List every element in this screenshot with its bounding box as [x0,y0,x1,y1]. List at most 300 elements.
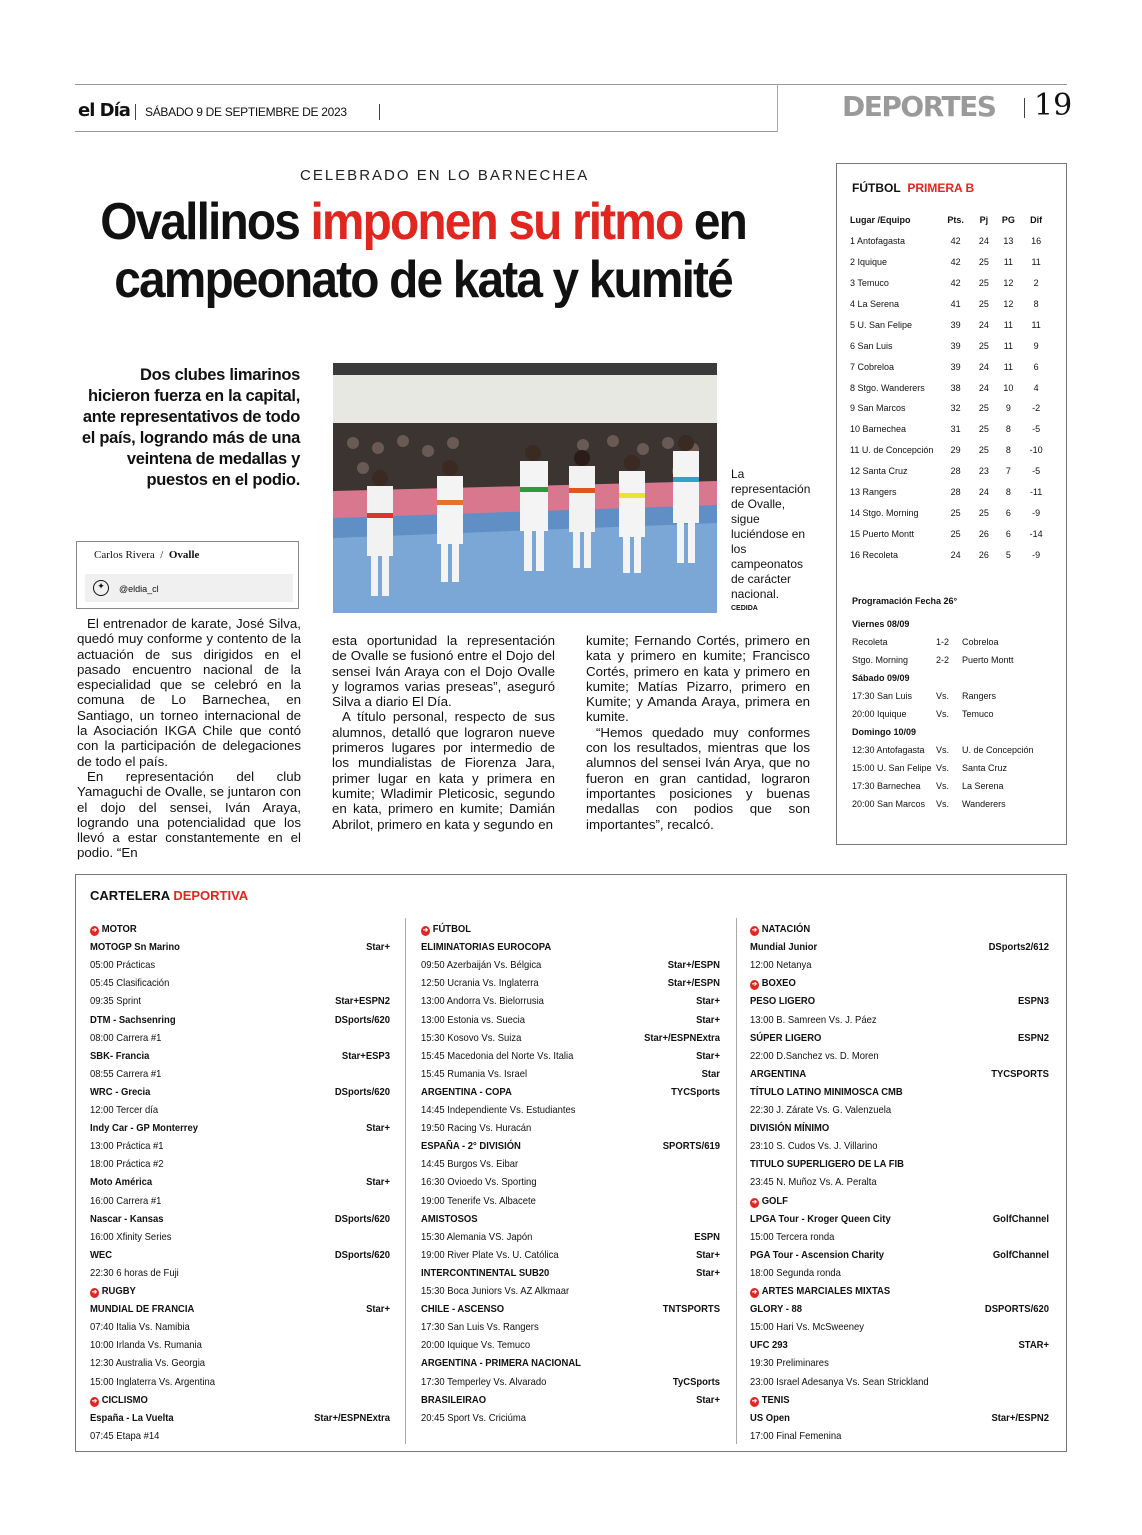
cartelera-event: AMISTOSOS [421,1212,478,1225]
standings-cell: 24 [950,549,961,560]
cartelera-item: 20:45 Sport Vs. Criciúma [421,1411,527,1424]
article-photo [333,363,717,613]
standings-row [850,335,1050,356]
title-highlight: imponen su ritmo [310,193,683,251]
cartelera-title [90,888,248,903]
cartelera-item: 16:00 Carrera #1 [90,1194,162,1207]
programming-match-cell: Temuco [962,709,994,719]
header-separator [135,104,136,120]
standings-cell: 6 [1005,528,1011,539]
standings-row [850,252,1050,273]
cartelera-channel: DSports/620 [334,1248,390,1261]
cartelera-channel: DSPORTS/620 [984,1303,1049,1316]
programming-day [852,619,1052,637]
cartelera-channel: SPORTS/619 [662,1140,720,1153]
cartelera-channel: TNTSPORTS [662,1303,720,1316]
standings-cell: 42 [950,278,961,289]
cartelera-event: ARGENTINA - COPA [421,1085,512,1098]
standings-column-header: PG [1001,215,1015,226]
standings-cell: -14 [1029,528,1043,539]
cartelera-item: 13:00 B. Samreen Vs. J. Páez [750,1013,877,1026]
programming-match [852,763,1052,781]
cartelera-event: ESPAÑA - 2° DIVISIÓN [421,1140,521,1153]
standings-cell: 6 [1005,507,1011,518]
cartelera-item: 15:45 Rumania Vs. Israel [421,1067,528,1080]
standings-cell: 25 [950,507,961,518]
cartelera-item: 05:45 Clasificación [90,977,170,990]
standings-cell: 31 [950,424,961,435]
programming-match-cell: 17:30 Barnechea [852,781,921,791]
standings-cell: 10 Barnechea [850,424,907,435]
cartelera-section [750,974,796,992]
cartelera-item: 18:00 Segunda ronda [750,1266,841,1279]
programming-day-label: Viernes 08/09 [852,619,910,629]
cartelera-event: SÚPER LIGERO [750,1031,822,1044]
standings-cell: -5 [1032,466,1041,477]
cartelera-item: 22:30 6 horas de Fuji [90,1266,179,1279]
standings-cell: 11 [1003,319,1014,330]
cartelera-section-label: NATACIÓN [761,923,811,935]
arrow-right-icon: ➔ [751,1397,758,1405]
programming-match-cell: U. de Concepción [962,745,1034,755]
cartelera-item: 17:30 Temperley Vs. Alvarado [421,1375,547,1388]
standings-row [850,440,1050,461]
page-number: 19 [1034,88,1073,123]
programming-day-label: Domingo 10/09 [852,727,917,737]
standings-cell: 11 [1003,361,1014,372]
standings-cell: 42 [950,257,961,268]
byline: Carlos Rivera / Ovalle [94,549,200,561]
programming-match-cell: Recoleta [852,637,888,647]
article-kicker: CELEBRADO EN LO BARNECHEA [300,167,590,184]
cartelera-item: 19:00 Tenerife Vs. Albacete [421,1194,536,1207]
programming-match-cell: 15:00 U. San Felipe [852,763,932,773]
cartelera-event: PGA Tour - Ascension Charity [750,1248,885,1261]
standings-cell: 1 Antofagasta [850,236,906,247]
cartelera-channel: TyCSports [672,1375,720,1388]
standings-cell: 13 Rangers [850,487,897,498]
cartelera-event: PESO LIGERO [750,995,816,1008]
standings-row [850,461,1050,482]
standings-cell: -9 [1032,507,1041,518]
cartelera-channel: Star+ESPN2 [335,995,390,1008]
cartelera-channel: ESPN3 [1018,995,1049,1008]
body-column-1 [77,616,301,861]
cartelera-item: 20:00 Iquique Vs. Temuco [421,1339,531,1352]
article-deck: Dos clubes limarinos hicieron fuerza en la capital, ante representativos de todo el país, logrando más de una veintena de medallas y puestos en el podio. [81,366,300,489]
programming-match [852,781,1052,799]
programming-match [852,745,1052,763]
programming-day [852,673,1052,691]
standings-cell: 11 U. de Concepción [850,445,934,456]
standings-cell: 6 San Luis [850,340,893,351]
cartelera-item: 15:00 Inglaterra Vs. Argentina [90,1375,216,1388]
cartelera-channel: ESPN2 [1018,1031,1049,1044]
standings-column-header: Pts. [947,215,964,226]
standings-cell: 9 [1033,340,1039,351]
cartelera-section [750,1192,788,1210]
cartelera-item: 16:30 Ovioedo Vs. Sporting [421,1176,537,1189]
standings-title-highlight: PRIMERA B [907,181,975,195]
body-paragraph: kumite; Fernando Cortés, primero en kata y primero en kumite; Francisco Cortés, primero en kata y primero en kumite; Matías Pizarro, primero en Kumite; y Amanda Araya, primera en kumite. [586,633,810,725]
cartelera-item: 16:00 Xfinity Series [90,1230,172,1243]
standings-cell: 8 [1033,299,1039,309]
programming-match-cell: 2-2 [936,655,950,665]
cartelera-channel: Star+ESP3 [341,1049,390,1062]
standings-cell: -5 [1032,424,1041,435]
cartelera-event: ARGENTINA [750,1067,807,1080]
brand-logo: el Día [78,100,130,121]
cartelera-item: 19:30 Preliminares [750,1357,829,1370]
cartelera-event: TITULO SUPERLIGERO DE LA FIB [750,1158,905,1171]
cartelera-item: 18:00 Práctica #2 [90,1158,164,1171]
arrow-right-icon: ➔ [751,1198,758,1206]
cartelera-channel: Star+ [696,1013,720,1026]
cartelera-channel: GolfChannel [992,1212,1049,1225]
standings-row [850,356,1050,377]
body-column-2 [332,633,555,832]
standings-cell: 25 [978,403,989,414]
standings-cell: 32 [950,403,961,414]
standings-cell: 25 [978,507,989,518]
cartelera-channel: Star+ [366,1303,390,1316]
cartelera-item: 14:45 Independiente Vs. Estudiantes [421,1104,576,1116]
programming-title: Programación Fecha 26° [852,596,958,606]
cartelera-channel: DSports/620 [334,1085,390,1098]
programming-match-cell: Cobreloa [962,637,999,647]
cartelera-section [750,1282,890,1300]
cartelera-channel: Star+ [366,941,390,954]
cartelera-section-label: CICLISMO [101,1393,148,1406]
cartelera-divider [405,918,406,1444]
standings-cell: 12 [1003,299,1014,309]
standings-cell: 10 [1003,382,1014,393]
standings-cell: 26 [978,528,989,539]
standings-cell: 9 San Marcos [850,403,906,414]
standings-row [850,523,1050,544]
cartelera-channel: GolfChannel [992,1248,1049,1261]
cartelera-item: 15:30 Alemania VS. Japón [421,1230,533,1243]
cartelera-channel: DSports/620 [334,1212,390,1225]
standings-cell: 25 [978,445,989,456]
cartelera-item: 09:35 Sprint [90,995,141,1008]
cartelera-channel: Star [701,1067,720,1080]
standings-cell: 25 [950,528,961,539]
cartelera-item: 13:00 Andorra Vs. Bielorrusia [421,995,544,1008]
cartelera-event: UFC 293 [750,1339,788,1352]
cartelera-event: Mundial Junior [750,941,818,954]
standings-cell: -10 [1029,445,1043,456]
programming-day-label: Sábado 09/09 [852,673,910,683]
cartelera-event: LPGA Tour - Kroger Queen City [750,1212,891,1225]
standings-cell: 28 [950,487,961,498]
standings-row [850,502,1050,523]
standings-cell: 24 [978,361,989,372]
header-separator [1024,98,1025,118]
programming-match-cell: Vs. [936,709,950,719]
standings-cell: 39 [950,361,961,372]
author-name: Carlos Rivera [94,549,155,561]
cartelera-event: Moto América [90,1176,153,1189]
cartelera-item: 08:55 Carrera #1 [90,1067,162,1080]
cartelera-item: 15:45 Macedonia del Norte Vs. Italia [421,1049,574,1062]
programming-match-cell: Vs. [936,799,950,809]
cartelera-section-label: TENIS [761,1393,790,1406]
standings-cell: 25 [978,424,989,435]
programming-match-cell: Vs. [936,763,950,773]
cartelera-item: 23:45 N. Muñoz Vs. A. Peralta [750,1176,877,1189]
cartelera-channel: Star+ [366,1176,390,1189]
standings-cell: 2 Iquique [850,257,888,268]
standings-row [850,377,1050,398]
cartelera-channel: DSports2/612 [988,941,1049,954]
cartelera-event: MUNDIAL DE FRANCIA [90,1303,195,1316]
cartelera-channel: Star+ [696,1248,720,1261]
cartelera-item: 07:40 Italia Vs. Namibia [90,1321,190,1334]
programming-match [852,709,1052,727]
cartelera-event: WEC [90,1248,113,1261]
cartelera-event: WRC - Grecia [90,1085,151,1098]
cartelera-channel: Star+/ESPN2 [991,1411,1049,1424]
title-part: en campeonato de kata y kumité [114,193,746,309]
cartelera-section [750,1391,790,1409]
standings-cell: 12 [1003,278,1014,289]
cartelera-section [90,1391,148,1409]
standings-cell: 24 [978,382,989,393]
programming-match-cell: 17:30 San Luis [852,691,913,701]
programming-match-cell: 20:00 San Marcos [852,799,926,809]
karate-photo-illustration [333,363,717,613]
standings-cell: 39 [950,319,961,330]
cartelera-section-label: ARTES MARCIALES MIXTAS [761,1285,891,1297]
cartelera-channel: Star+ [696,1266,720,1279]
cartelera-event: US Open [750,1411,790,1424]
body-column-3 [586,633,810,832]
standings-cell: 14 Stgo. Morning [850,507,919,518]
body-paragraph: En representación del club Yamaguchi de Ovalle, se juntaron con el dojo del sensei, Iván Araya, logrando una potencialidad que los llevó a estar constantemente en el podio. “En [77,768,301,861]
body-paragraph: A título personal, respecto de sus alumnos, detalló que lograron nueve primeros lugares por intermedio de los mundialistas de Fiorenza Jara, primer lugar en kata y primera en kumite; Wladimir Pleticosic, segundo en kata, primero en kumite; Damián Abrilot, primero en kata y segundo en [332,709,555,832]
standings-cell: -2 [1032,403,1041,414]
programming-match [852,655,1052,673]
cartelera-item: 23:00 Israel Adesanya Vs. Sean Strickland [750,1375,929,1388]
cartelera-item: 07:45 Etapa #14 [90,1429,160,1442]
cartelera-item: 19:50 Racing Vs. Huracán [421,1122,532,1135]
programming-match [852,691,1052,709]
cartelera-channel: Star+/ESPNExtra [644,1031,720,1044]
cartelera-item: 12:00 Tercer día [90,1104,159,1116]
cartelera-channel: Star+/ESPNExtra [314,1411,390,1424]
standings-cell: 6 [1033,361,1039,372]
article-title [85,193,761,309]
programming-match-cell: Wanderers [962,799,1006,809]
cartelera-section [750,920,810,938]
arrow-right-icon: ➔ [91,1289,98,1296]
standings-cell: 12 Santa Cruz [850,466,908,477]
cartelera-title-prefix: CARTELERA [90,888,170,903]
photo-caption: La representación de Ovalle, sigue luciéndose en los campeonatos de carácter nacional. [731,467,811,601]
cartelera-item: 08:00 Carrera #1 [90,1031,162,1044]
standings-cell: 41 [950,299,961,309]
cartelera-channel: ESPN [694,1230,720,1243]
standings-cell: 7 [1005,466,1011,477]
standings-cell: 13 [1003,236,1014,247]
standings-row [850,273,1050,294]
standings-cell: 16 Recoleta [850,549,899,560]
cartelera-channel: Star+/ESPN [667,959,720,972]
programming-match-cell: La Serena [962,781,1004,791]
cartelera-item: 15:00 Hari Vs. McSweeney [750,1321,864,1334]
standings-cell: 8 Stgo. Wanderers [850,382,925,393]
standings-cell: 25 [978,278,989,289]
standings-cell: 5 [1005,549,1011,560]
standings-cell: 25 [978,340,989,351]
standings-cell: 11 [1031,319,1041,330]
cartelera-section-label: BOXEO [761,977,796,990]
cartelera-item: 15:00 Tercera ronda [750,1230,835,1243]
standings-column-header: Pj [979,215,989,226]
cartelera-section [421,920,471,938]
standings-cell: 26 [978,549,989,560]
standings-row [850,482,1050,503]
cartelera-channel: Star+ [696,1393,720,1406]
arrow-right-icon: ➔ [751,981,758,989]
cartelera-item: 12:30 Australia Vs. Georgia [90,1357,206,1370]
cartelera-section-label: FÚTBOL [432,923,472,935]
author-location: Ovalle [168,549,200,561]
arrow-right-icon: ➔ [751,1289,758,1296]
cartelera-item: 22:30 J. Zárate Vs. G. Valenzuela [750,1104,892,1116]
standings-cell: 39 [950,340,961,351]
cartelera-item: 14:45 Burgos Vs. Eibar [421,1158,519,1171]
standings-cell: 4 La Serena [850,299,900,309]
standings-cell: 38 [950,382,961,393]
standings-cell: 24 [978,487,989,498]
twitter-handle[interactable]: @eldia_cl [119,584,159,594]
cartelera-item: 13:00 Práctica #1 [90,1140,164,1153]
programming-match-cell: Rangers [962,691,997,701]
cartelera-item: 12:00 Netanya [750,959,812,972]
cartelera-section-label: GOLF [761,1194,788,1207]
header-top-rule [75,84,1067,85]
cartelera-title-highlight: DEPORTIVA [173,888,249,903]
standings-cell: 11 [1003,340,1014,351]
standings-cell: -9 [1032,549,1041,560]
cartelera-item: 23:10 S. Cudos Vs. J. Villarino [750,1140,878,1153]
programming-match-cell: 20:00 Iquique [852,709,907,719]
standings-title-prefix: FÚTBOL [852,181,901,195]
arrow-right-icon: ➔ [422,927,429,934]
standings-table [850,210,1050,565]
cartelera-channel: Star+/ESPN [667,977,720,990]
cartelera-channel: TYCSports [671,1085,720,1098]
cartelera-event: CHILE - ASCENSO [421,1303,505,1316]
body-paragraph: El entrenador de karate, José Silva, quedó muy conforme y contento de la actuación de sus dirigidos en el pasado encuentro nacional de la especialidad que se celebró en la comuna de Lo Barnechea, en Santiago, un torneo internacional de la Asociación IKGA Chile que contó con la participación de delegaciones de todo el país. [77,616,301,769]
standings-cell: 2 [1033,278,1039,289]
cartelera-channel: STAR+ [1018,1339,1049,1352]
standings-cell: 24 [978,236,989,247]
twitter-icon: ✦ [93,580,109,596]
header-bottom-rule [75,131,777,132]
standings-cell: 7 Cobreloa [850,361,895,372]
cartelera-channel: TYCSPORTS [991,1067,1049,1080]
programming-match-cell: Vs. [936,781,950,791]
cartelera-item: 19:00 River Plate Vs. U. Católica [421,1248,559,1261]
standings-title [852,181,974,195]
cartelera-item: 13:00 Estonia vs. Suecia [421,1013,526,1026]
standings-cell: 11 [1003,257,1014,268]
cartelera-channel: Star+ [366,1122,390,1135]
standings-cell: 16 [1031,236,1042,247]
programming-match-cell: Santa Cruz [962,763,1008,773]
standings-row [850,294,1050,315]
standings-row [850,314,1050,335]
cartelera-channel: Star+ [696,995,720,1008]
cartelera-item: 22:00 D.Sanchez vs. D. Moren [750,1049,879,1062]
cartelera-item: 17:00 Final Femenina [750,1429,842,1442]
standings-cell: 25 [978,299,989,309]
photo-credit: CEDIDA [731,605,758,612]
programming-match-cell: 12:30 Antofagasta [852,745,925,755]
standings-cell: 28 [950,466,961,477]
cartelera-section [90,920,137,938]
standings-header-row [850,210,1050,231]
standings-row [850,398,1050,419]
section-name: DEPORTES [842,90,996,123]
standings-cell: 8 [1005,424,1011,435]
standings-cell: 4 [1033,382,1039,393]
cartelera-item: 15:30 Kosovo Vs. Suiza [421,1031,522,1044]
cartelera-divider [736,918,737,1444]
cartelera-section-label: RUGBY [101,1285,136,1297]
standings-cell: 24 [978,319,989,330]
header-divider [777,84,778,132]
cartelera-event: Nascar - Kansas [90,1212,164,1225]
cartelera-event: ELIMINATORIAS EUROCOPA [421,941,552,954]
programming-match-cell: Puerto Montt [962,655,1014,665]
standings-cell: 9 [1005,403,1011,414]
title-part: Ovallinos [100,193,311,251]
programming-match-cell: Vs. [936,691,950,701]
standings-row [850,419,1050,440]
standings-cell: 29 [950,445,961,456]
cartelera-event: ARGENTINA - PRIMERA NACIONAL [421,1357,581,1370]
cartelera-channel: DSports/620 [334,1013,390,1026]
programming-day [852,727,1052,745]
cartelera-item: 17:30 San Luis Vs. Rangers [421,1321,539,1334]
cartelera-event: SBK- Francia [90,1049,150,1062]
standings-cell: 42 [950,236,961,247]
cartelera-event: MOTOGP Sn Marino [90,941,180,954]
arrow-right-icon: ➔ [91,927,98,934]
standings-cell: 5 U. San Felipe [850,319,913,330]
cartelera-event: DTM - Sachsenring [90,1013,176,1026]
arrow-right-icon: ➔ [91,1397,98,1405]
programming-match-cell: Stgo. Morning [852,655,909,665]
cartelera-channel: Star+ [696,1049,720,1062]
standings-column-header: Dif [1030,215,1043,226]
standings-cell: -11 [1029,487,1043,498]
issue-date: SÁBADO 9 DE SEPTIEMBRE DE 2023 [145,105,347,119]
arrow-right-icon: ➔ [751,927,758,934]
twitter-box [85,574,293,602]
cartelera-event: DIVISIÓN MÍNIMO [750,1122,830,1135]
standings-column-header: Lugar /Equipo [850,215,911,226]
standings-cell: 3 Temuco [850,278,889,289]
cartelera-event: TÍTULO LATINO MINIMOSCA CMB [750,1085,903,1098]
cartelera-section-label: MOTOR [101,923,137,935]
cartelera-item: 09:50 Azerbaiján Vs. Bélgica [421,959,542,972]
standings-row [850,544,1050,565]
